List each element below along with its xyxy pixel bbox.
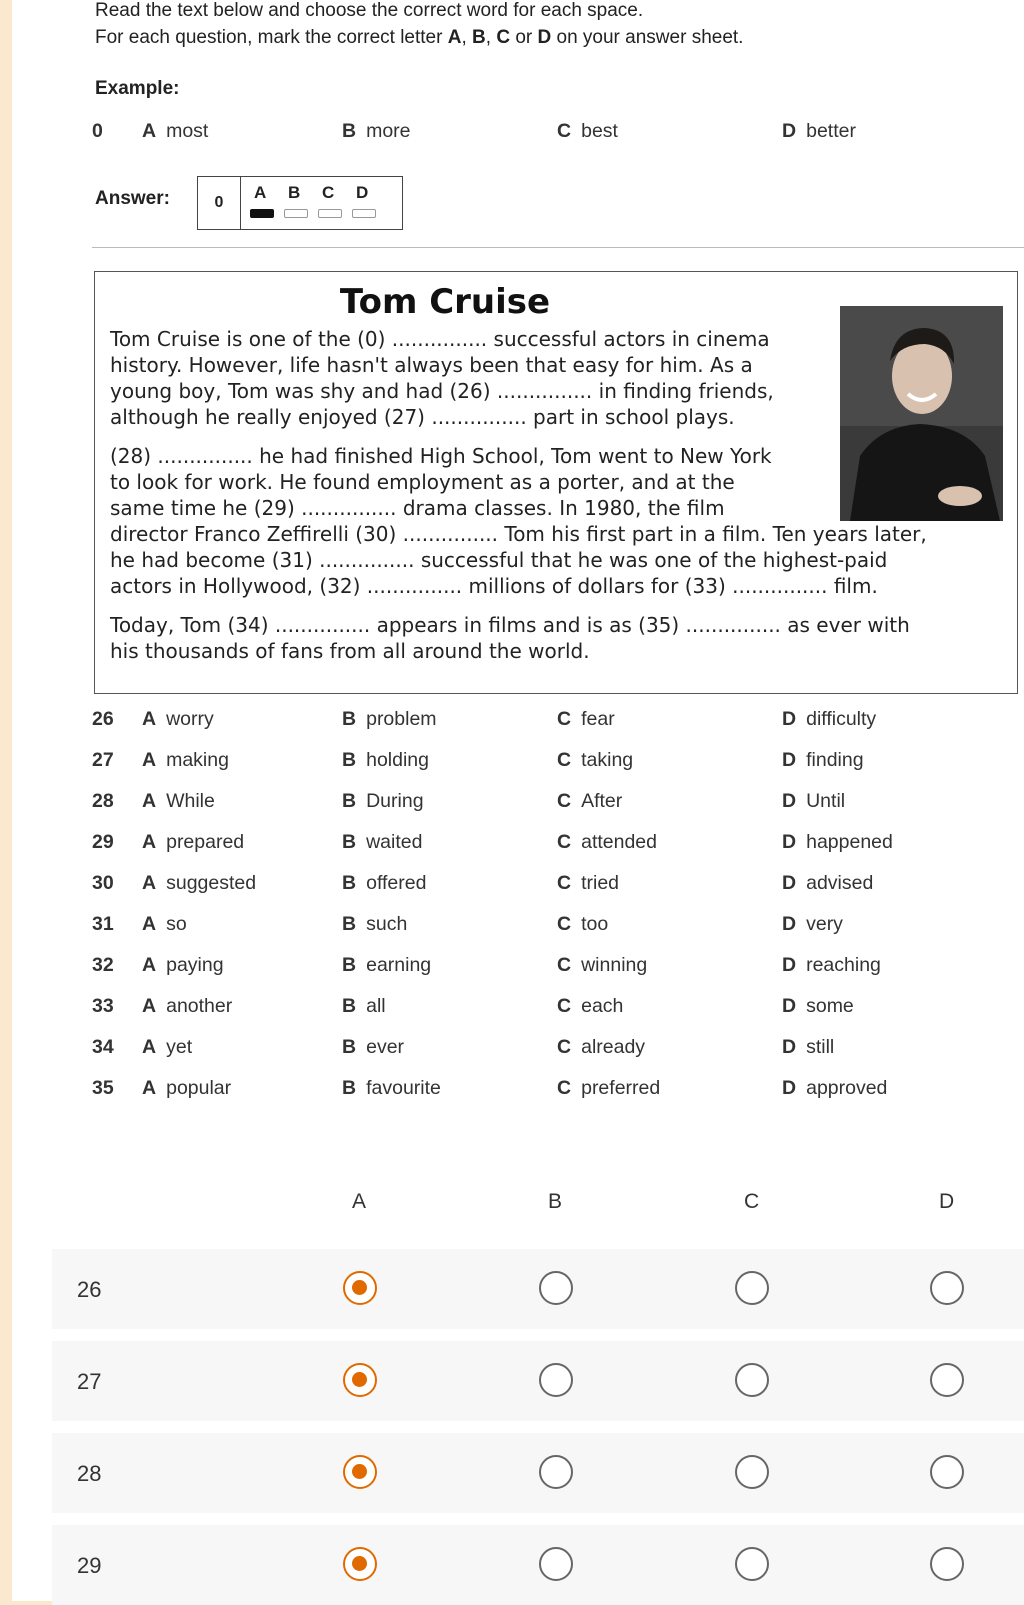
question-row: 26 A worry B problem C fear D difficulty <box>92 708 877 730</box>
grid-row-label: 27 <box>77 1369 102 1394</box>
radio-29-d[interactable] <box>930 1547 964 1581</box>
radio-28-b[interactable] <box>539 1455 573 1489</box>
question-row: 31 A so B such C too D very <box>92 913 843 935</box>
question-row: 27 A making B holding C taking D finding <box>92 749 864 771</box>
instruction-letter-a: A <box>447 27 462 48</box>
example-option-d: D better <box>782 120 856 142</box>
question-row: 34 A yet B ever C already D still <box>92 1036 835 1058</box>
question-row: 35 A popular B favourite C preferred D approved <box>92 1077 888 1099</box>
instruction-sep: , <box>461 27 473 48</box>
example-label: Example: <box>95 78 180 99</box>
radio-28-c[interactable] <box>735 1455 769 1489</box>
passage-title: Tom Cruise <box>339 282 551 322</box>
answer-label: Answer: <box>95 188 170 209</box>
grid-row-28 <box>52 1433 1024 1513</box>
instruction-letter-c: C <box>496 27 511 48</box>
passage-line: actors in Hollywood, (32) ............... millions of dollars for (33) ............... film. <box>110 574 878 598</box>
radio-28-d[interactable] <box>930 1455 964 1489</box>
passage-line: he had become (31) ............... successful that he was one of the highest-paid <box>110 548 888 572</box>
grid-row-label: 26 <box>77 1277 102 1302</box>
answer-number: 0 <box>198 177 241 229</box>
instruction-sep: or <box>510 27 538 48</box>
passage-line: his thousands of fans from all around the world. <box>110 639 590 663</box>
question-row: 32 A paying B earning C winning D reaching <box>92 954 881 976</box>
instruction-line-1: Read the text below and choose the correct word for each space. <box>95 0 644 21</box>
divider <box>92 247 1024 248</box>
radio-26-b[interactable] <box>539 1271 573 1305</box>
grid-row-label: 28 <box>77 1461 102 1486</box>
passage-line: although he really enjoyed (27) ............... part in school plays. <box>110 405 735 429</box>
grid-row-29 <box>52 1525 1024 1605</box>
instruction-text: on your answer sheet. <box>551 27 744 48</box>
instruction-letter-d: D <box>537 27 552 48</box>
passage-line: to look for work. He found employment as a porter, and at the <box>110 470 735 494</box>
radio-29-b[interactable] <box>539 1547 573 1581</box>
grid-column-b: B <box>548 1190 563 1213</box>
grid-column-d: D <box>939 1190 955 1213</box>
radio-26-c[interactable] <box>735 1271 769 1305</box>
example-row <box>92 120 992 148</box>
tom-cruise-photo <box>840 306 1003 521</box>
grid-row-27 <box>52 1341 1024 1421</box>
radio-29-a[interactable] <box>343 1547 377 1581</box>
worksheet <box>12 0 1024 1601</box>
radio-26-d[interactable] <box>930 1271 964 1305</box>
grid-row-label: 29 <box>77 1553 102 1578</box>
radio-27-c[interactable] <box>735 1363 769 1397</box>
passage-line: director Franco Zeffirelli (30) ............... Tom his first part in a film. Ten years later, <box>110 522 927 546</box>
radio-29-c[interactable] <box>735 1547 769 1581</box>
instruction-text: For each question, mark the correct letter <box>95 27 448 48</box>
example-option-c: C best <box>557 120 618 142</box>
example-option-b: B more <box>342 120 411 142</box>
radio-27-d[interactable] <box>930 1363 964 1397</box>
passage-line: young boy, Tom was shy and had (26) ............... in finding friends, <box>110 379 774 403</box>
example-option-a: A most <box>142 120 209 142</box>
passage-line: Tom Cruise is one of the (0) ............... successful actors in cinema <box>110 327 770 351</box>
radio-27-b[interactable] <box>539 1363 573 1397</box>
grid-row-26 <box>52 1249 1024 1329</box>
grid-column-c: C <box>744 1190 760 1213</box>
radio-26-a[interactable] <box>343 1271 377 1305</box>
question-row: 33 A another B all C each D some <box>92 995 854 1017</box>
question-row: 28 A While B During C After D Until <box>92 790 846 812</box>
radio-28-a[interactable] <box>343 1455 377 1489</box>
instruction-line-2 <box>95 27 743 49</box>
passage-line: (28) ............... he had finished High School, Tom went to New York <box>110 444 772 468</box>
example-number: 0 <box>92 120 103 142</box>
passage-box <box>94 271 1018 694</box>
passage-line: history. However, life hasn't always been that easy for him. As a <box>110 353 753 377</box>
passage-line: Today, Tom (34) ............... appears in films and is as (35) ............... as ever with <box>110 613 910 637</box>
radio-27-a[interactable] <box>343 1363 377 1397</box>
example-answer-box <box>197 176 403 230</box>
instruction-sep: , <box>485 27 497 48</box>
instruction-letter-b: B <box>472 27 486 48</box>
grid-column-a: A <box>352 1190 367 1213</box>
answer-letters: A B C D <box>254 183 369 202</box>
passage-line: same time he (29) ............... drama classes. In 1980, the film <box>110 496 725 520</box>
question-row: 30 A suggested B offered C tried D advised <box>92 872 874 894</box>
question-row: 29 A prepared B waited C attended D happened <box>92 831 893 853</box>
